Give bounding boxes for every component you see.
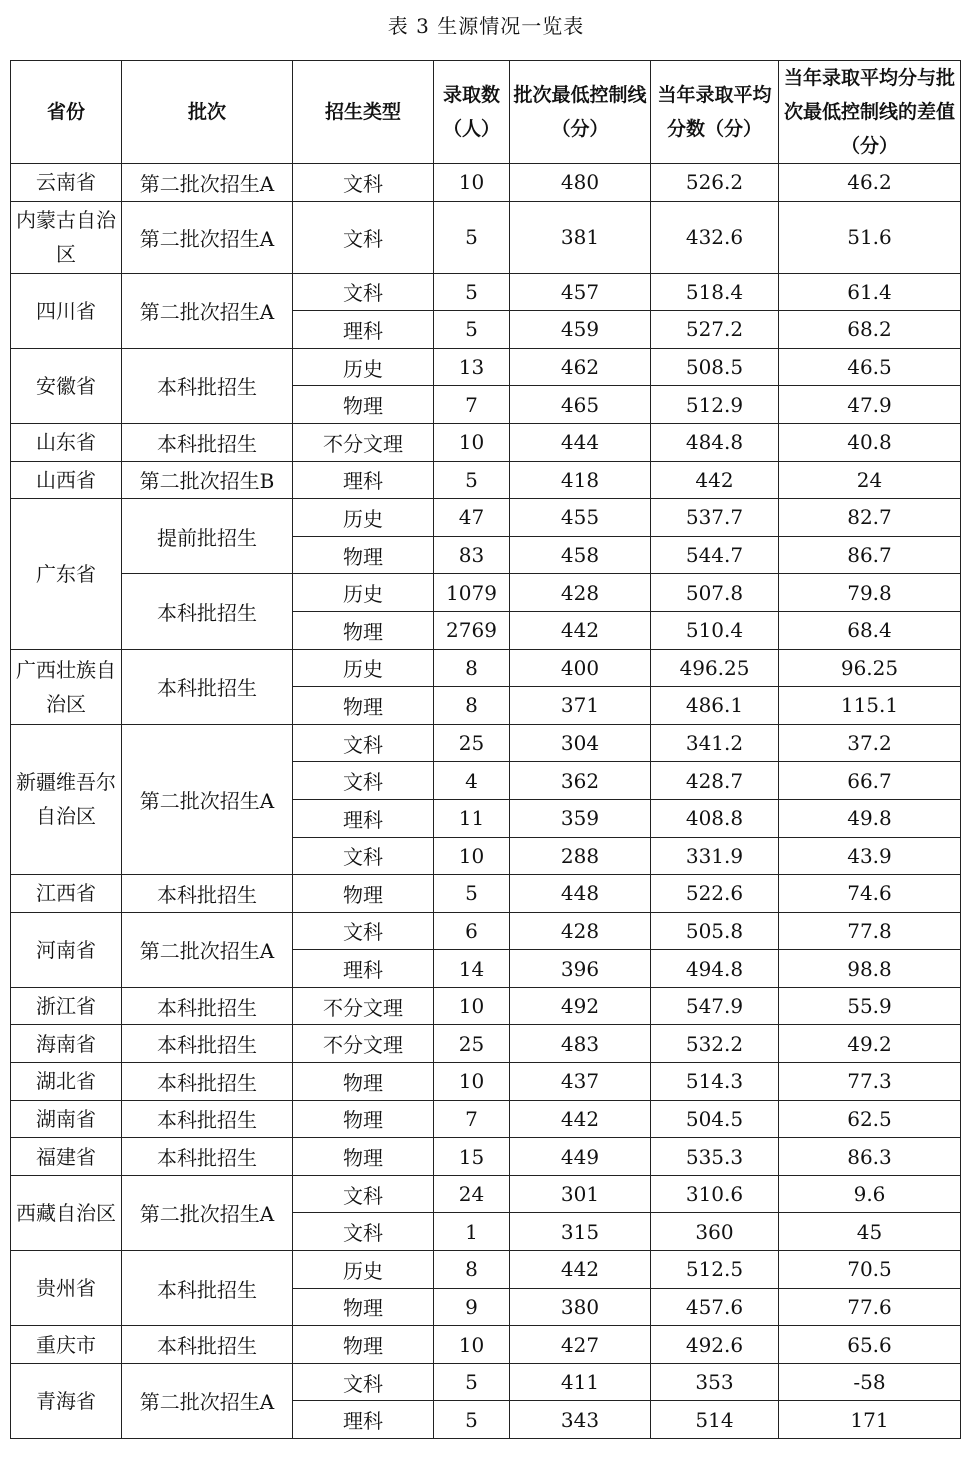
type-cell: 物理 bbox=[293, 1288, 434, 1326]
count-cell: 10 bbox=[434, 423, 510, 461]
type-cell: 不分文理 bbox=[293, 987, 434, 1025]
diff-cell: 86.7 bbox=[779, 536, 961, 574]
count-cell: 5 bbox=[434, 875, 510, 913]
province-cell: 山东省 bbox=[11, 423, 122, 461]
avg-cell: 442 bbox=[651, 461, 779, 499]
type-cell: 理科 bbox=[293, 1401, 434, 1439]
count-cell: 83 bbox=[434, 536, 510, 574]
avg-cell: 486.1 bbox=[651, 687, 779, 725]
avg-cell: 408.8 bbox=[651, 799, 779, 837]
count-cell: 5 bbox=[434, 201, 510, 273]
avg-cell: 492.6 bbox=[651, 1326, 779, 1364]
type-cell: 不分文理 bbox=[293, 423, 434, 461]
batch-cell: 本科批招生 bbox=[122, 423, 293, 461]
diff-cell: 47.9 bbox=[779, 386, 961, 424]
type-cell: 文科 bbox=[293, 1363, 434, 1401]
avg-cell: 360 bbox=[651, 1213, 779, 1251]
batch-cell: 第二批次招生A bbox=[122, 1363, 293, 1438]
province-cell: 广西壮族自治区 bbox=[11, 649, 122, 724]
province-cell: 青海省 bbox=[11, 1363, 122, 1438]
count-cell: 10 bbox=[434, 987, 510, 1025]
count-cell: 25 bbox=[434, 1025, 510, 1063]
count-cell: 5 bbox=[434, 1401, 510, 1439]
min-line-cell: 301 bbox=[510, 1175, 651, 1213]
diff-cell: 82.7 bbox=[779, 499, 961, 537]
header-batch: 批次 bbox=[122, 61, 293, 164]
type-cell: 物理 bbox=[293, 875, 434, 913]
batch-cell: 第二批次招生A bbox=[122, 273, 293, 348]
count-cell: 5 bbox=[434, 311, 510, 349]
diff-cell: 61.4 bbox=[779, 273, 961, 311]
type-cell: 文科 bbox=[293, 762, 434, 800]
count-cell: 14 bbox=[434, 950, 510, 988]
table-row bbox=[11, 649, 961, 687]
avg-cell: 504.5 bbox=[651, 1100, 779, 1138]
diff-cell: 43.9 bbox=[779, 837, 961, 875]
type-cell: 不分文理 bbox=[293, 1025, 434, 1063]
table-row bbox=[11, 1363, 961, 1401]
province-cell: 四川省 bbox=[11, 273, 122, 348]
table-row bbox=[11, 499, 961, 537]
batch-cell: 第二批次招生A bbox=[122, 164, 293, 202]
min-line-cell: 483 bbox=[510, 1025, 651, 1063]
batch-cell: 本科批招生 bbox=[122, 1326, 293, 1364]
type-cell: 文科 bbox=[293, 1213, 434, 1251]
province-cell: 山西省 bbox=[11, 461, 122, 499]
type-cell: 历史 bbox=[293, 1251, 434, 1289]
admission-table bbox=[10, 60, 961, 1439]
province-cell: 河南省 bbox=[11, 912, 122, 987]
type-cell: 文科 bbox=[293, 164, 434, 202]
avg-cell: 535.3 bbox=[651, 1138, 779, 1176]
batch-cell: 第二批次招生A bbox=[122, 1175, 293, 1250]
type-cell: 历史 bbox=[293, 574, 434, 612]
diff-cell: 68.2 bbox=[779, 311, 961, 349]
diff-cell: 68.4 bbox=[779, 611, 961, 649]
avg-cell: 522.6 bbox=[651, 875, 779, 913]
avg-cell: 518.4 bbox=[651, 273, 779, 311]
count-cell: 2769 bbox=[434, 611, 510, 649]
batch-cell: 本科批招生 bbox=[122, 574, 293, 649]
province-cell: 内蒙古自治区 bbox=[11, 201, 122, 273]
table-row bbox=[11, 1326, 961, 1364]
avg-cell: 505.8 bbox=[651, 912, 779, 950]
table-row bbox=[11, 164, 961, 202]
avg-cell: 544.7 bbox=[651, 536, 779, 574]
count-cell: 9 bbox=[434, 1288, 510, 1326]
diff-cell: 115.1 bbox=[779, 687, 961, 725]
table-row bbox=[11, 201, 961, 273]
avg-cell: 341.2 bbox=[651, 724, 779, 762]
min-line-cell: 449 bbox=[510, 1138, 651, 1176]
min-line-cell: 380 bbox=[510, 1288, 651, 1326]
table-row bbox=[11, 875, 961, 913]
count-cell: 10 bbox=[434, 1326, 510, 1364]
min-line-cell: 480 bbox=[510, 164, 651, 202]
min-line-cell: 362 bbox=[510, 762, 651, 800]
header-count: 录取数（人） bbox=[434, 61, 510, 164]
min-line-cell: 428 bbox=[510, 574, 651, 612]
avg-cell: 428.7 bbox=[651, 762, 779, 800]
type-cell: 理科 bbox=[293, 311, 434, 349]
batch-cell: 第二批次招生A bbox=[122, 724, 293, 874]
province-cell: 湖南省 bbox=[11, 1100, 122, 1138]
count-cell: 5 bbox=[434, 273, 510, 311]
batch-cell: 第二批次招生A bbox=[122, 912, 293, 987]
avg-cell: 537.7 bbox=[651, 499, 779, 537]
type-cell: 理科 bbox=[293, 461, 434, 499]
type-cell: 文科 bbox=[293, 1175, 434, 1213]
batch-cell: 第二批次招生A bbox=[122, 201, 293, 273]
count-cell: 1 bbox=[434, 1213, 510, 1251]
min-line-cell: 442 bbox=[510, 1100, 651, 1138]
count-cell: 8 bbox=[434, 649, 510, 687]
avg-cell: 512.5 bbox=[651, 1251, 779, 1289]
type-cell: 物理 bbox=[293, 1138, 434, 1176]
diff-cell: 49.8 bbox=[779, 799, 961, 837]
count-cell: 8 bbox=[434, 687, 510, 725]
province-cell: 江西省 bbox=[11, 875, 122, 913]
province-cell: 云南省 bbox=[11, 164, 122, 202]
table-row bbox=[11, 987, 961, 1025]
diff-cell: 98.8 bbox=[779, 950, 961, 988]
type-cell: 历史 bbox=[293, 649, 434, 687]
diff-cell: 62.5 bbox=[779, 1100, 961, 1138]
province-cell: 安徽省 bbox=[11, 348, 122, 423]
header-province: 省份 bbox=[11, 61, 122, 164]
batch-cell: 本科批招生 bbox=[122, 1063, 293, 1101]
table-row bbox=[11, 574, 961, 612]
diff-cell: 70.5 bbox=[779, 1251, 961, 1289]
batch-cell: 本科批招生 bbox=[122, 1138, 293, 1176]
diff-cell: 46.2 bbox=[779, 164, 961, 202]
min-line-cell: 400 bbox=[510, 649, 651, 687]
table-row bbox=[11, 724, 961, 762]
table-row bbox=[11, 273, 961, 311]
count-cell: 10 bbox=[434, 1063, 510, 1101]
count-cell: 11 bbox=[434, 799, 510, 837]
type-cell: 文科 bbox=[293, 201, 434, 273]
count-cell: 1079 bbox=[434, 574, 510, 612]
avg-cell: 310.6 bbox=[651, 1175, 779, 1213]
diff-cell: 77.6 bbox=[779, 1288, 961, 1326]
diff-cell: 37.2 bbox=[779, 724, 961, 762]
batch-cell: 本科批招生 bbox=[122, 348, 293, 423]
batch-cell: 本科批招生 bbox=[122, 987, 293, 1025]
min-line-cell: 411 bbox=[510, 1363, 651, 1401]
province-cell: 浙江省 bbox=[11, 987, 122, 1025]
province-cell: 西藏自治区 bbox=[11, 1175, 122, 1250]
min-line-cell: 442 bbox=[510, 611, 651, 649]
province-cell: 湖北省 bbox=[11, 1063, 122, 1101]
avg-cell: 353 bbox=[651, 1363, 779, 1401]
diff-cell: 9.6 bbox=[779, 1175, 961, 1213]
type-cell: 理科 bbox=[293, 799, 434, 837]
count-cell: 13 bbox=[434, 348, 510, 386]
type-cell: 文科 bbox=[293, 912, 434, 950]
min-line-cell: 315 bbox=[510, 1213, 651, 1251]
table-row bbox=[11, 423, 961, 461]
min-line-cell: 444 bbox=[510, 423, 651, 461]
type-cell: 历史 bbox=[293, 348, 434, 386]
diff-cell: 49.2 bbox=[779, 1025, 961, 1063]
avg-cell: 331.9 bbox=[651, 837, 779, 875]
min-line-cell: 455 bbox=[510, 499, 651, 537]
min-line-cell: 304 bbox=[510, 724, 651, 762]
count-cell: 6 bbox=[434, 912, 510, 950]
count-cell: 15 bbox=[434, 1138, 510, 1176]
diff-cell: 55.9 bbox=[779, 987, 961, 1025]
count-cell: 24 bbox=[434, 1175, 510, 1213]
batch-cell: 本科批招生 bbox=[122, 1025, 293, 1063]
min-line-cell: 428 bbox=[510, 912, 651, 950]
count-cell: 5 bbox=[434, 461, 510, 499]
table-row bbox=[11, 1025, 961, 1063]
type-cell: 物理 bbox=[293, 1063, 434, 1101]
min-line-cell: 381 bbox=[510, 201, 651, 273]
header-type: 招生类型 bbox=[293, 61, 434, 164]
diff-cell: 40.8 bbox=[779, 423, 961, 461]
type-cell: 物理 bbox=[293, 611, 434, 649]
table-row bbox=[11, 1100, 961, 1138]
avg-cell: 527.2 bbox=[651, 311, 779, 349]
type-cell: 文科 bbox=[293, 273, 434, 311]
type-cell: 物理 bbox=[293, 1100, 434, 1138]
min-line-cell: 418 bbox=[510, 461, 651, 499]
avg-cell: 457.6 bbox=[651, 1288, 779, 1326]
count-cell: 25 bbox=[434, 724, 510, 762]
province-cell: 广东省 bbox=[11, 499, 122, 649]
avg-cell: 432.6 bbox=[651, 201, 779, 273]
header-avg: 当年录取平均分数（分） bbox=[651, 61, 779, 164]
province-cell: 重庆市 bbox=[11, 1326, 122, 1364]
province-cell: 海南省 bbox=[11, 1025, 122, 1063]
avg-cell: 514.3 bbox=[651, 1063, 779, 1101]
min-line-cell: 458 bbox=[510, 536, 651, 574]
diff-cell: -58 bbox=[779, 1363, 961, 1401]
min-line-cell: 442 bbox=[510, 1251, 651, 1289]
avg-cell: 547.9 bbox=[651, 987, 779, 1025]
diff-cell: 79.8 bbox=[779, 574, 961, 612]
diff-cell: 66.7 bbox=[779, 762, 961, 800]
diff-cell: 24 bbox=[779, 461, 961, 499]
batch-cell: 本科批招生 bbox=[122, 649, 293, 724]
avg-cell: 508.5 bbox=[651, 348, 779, 386]
diff-cell: 45 bbox=[779, 1213, 961, 1251]
min-line-cell: 288 bbox=[510, 837, 651, 875]
min-line-cell: 427 bbox=[510, 1326, 651, 1364]
table-row bbox=[11, 1175, 961, 1213]
avg-cell: 494.8 bbox=[651, 950, 779, 988]
batch-cell: 本科批招生 bbox=[122, 1100, 293, 1138]
min-line-cell: 359 bbox=[510, 799, 651, 837]
table-row bbox=[11, 348, 961, 386]
type-cell: 物理 bbox=[293, 536, 434, 574]
type-cell: 物理 bbox=[293, 1326, 434, 1364]
diff-cell: 65.6 bbox=[779, 1326, 961, 1364]
header-row bbox=[11, 61, 961, 164]
province-cell: 福建省 bbox=[11, 1138, 122, 1176]
diff-cell: 77.8 bbox=[779, 912, 961, 950]
diff-cell: 46.5 bbox=[779, 348, 961, 386]
min-line-cell: 343 bbox=[510, 1401, 651, 1439]
min-line-cell: 457 bbox=[510, 273, 651, 311]
count-cell: 47 bbox=[434, 499, 510, 537]
table-row bbox=[11, 461, 961, 499]
table-caption: 表 3 生源情况一览表 bbox=[387, 14, 585, 38]
diff-cell: 96.25 bbox=[779, 649, 961, 687]
min-line-cell: 465 bbox=[510, 386, 651, 424]
type-cell: 理科 bbox=[293, 950, 434, 988]
type-cell: 文科 bbox=[293, 724, 434, 762]
batch-cell: 第二批次招生B bbox=[122, 461, 293, 499]
diff-cell: 51.6 bbox=[779, 201, 961, 273]
count-cell: 8 bbox=[434, 1251, 510, 1289]
min-line-cell: 448 bbox=[510, 875, 651, 913]
min-line-cell: 371 bbox=[510, 687, 651, 725]
avg-cell: 526.2 bbox=[651, 164, 779, 202]
avg-cell: 510.4 bbox=[651, 611, 779, 649]
table-row bbox=[11, 1063, 961, 1101]
type-cell: 历史 bbox=[293, 499, 434, 537]
avg-cell: 532.2 bbox=[651, 1025, 779, 1063]
count-cell: 7 bbox=[434, 386, 510, 424]
diff-cell: 86.3 bbox=[779, 1138, 961, 1176]
count-cell: 10 bbox=[434, 164, 510, 202]
diff-cell: 77.3 bbox=[779, 1063, 961, 1101]
diff-cell: 74.6 bbox=[779, 875, 961, 913]
avg-cell: 496.25 bbox=[651, 649, 779, 687]
min-line-cell: 437 bbox=[510, 1063, 651, 1101]
table-row bbox=[11, 1138, 961, 1176]
header-diff: 当年录取平均分与批次最低控制线的差值（分） bbox=[779, 61, 961, 164]
count-cell: 4 bbox=[434, 762, 510, 800]
province-cell: 贵州省 bbox=[11, 1251, 122, 1326]
type-cell: 物理 bbox=[293, 386, 434, 424]
count-cell: 7 bbox=[434, 1100, 510, 1138]
province-cell: 新疆维吾尔自治区 bbox=[11, 724, 122, 874]
min-line-cell: 492 bbox=[510, 987, 651, 1025]
batch-cell: 提前批招生 bbox=[122, 499, 293, 574]
type-cell: 物理 bbox=[293, 687, 434, 725]
table-row bbox=[11, 1251, 961, 1289]
type-cell: 文科 bbox=[293, 837, 434, 875]
diff-cell: 171 bbox=[779, 1401, 961, 1439]
avg-cell: 484.8 bbox=[651, 423, 779, 461]
avg-cell: 507.8 bbox=[651, 574, 779, 612]
batch-cell: 本科批招生 bbox=[122, 875, 293, 913]
batch-cell: 本科批招生 bbox=[122, 1251, 293, 1326]
count-cell: 5 bbox=[434, 1363, 510, 1401]
min-line-cell: 459 bbox=[510, 311, 651, 349]
table-row bbox=[11, 912, 961, 950]
avg-cell: 514 bbox=[651, 1401, 779, 1439]
table-body bbox=[11, 164, 961, 1439]
min-line-cell: 396 bbox=[510, 950, 651, 988]
header-min-line: 批次最低控制线（分） bbox=[510, 61, 651, 164]
count-cell: 10 bbox=[434, 837, 510, 875]
avg-cell: 512.9 bbox=[651, 386, 779, 424]
min-line-cell: 462 bbox=[510, 348, 651, 386]
